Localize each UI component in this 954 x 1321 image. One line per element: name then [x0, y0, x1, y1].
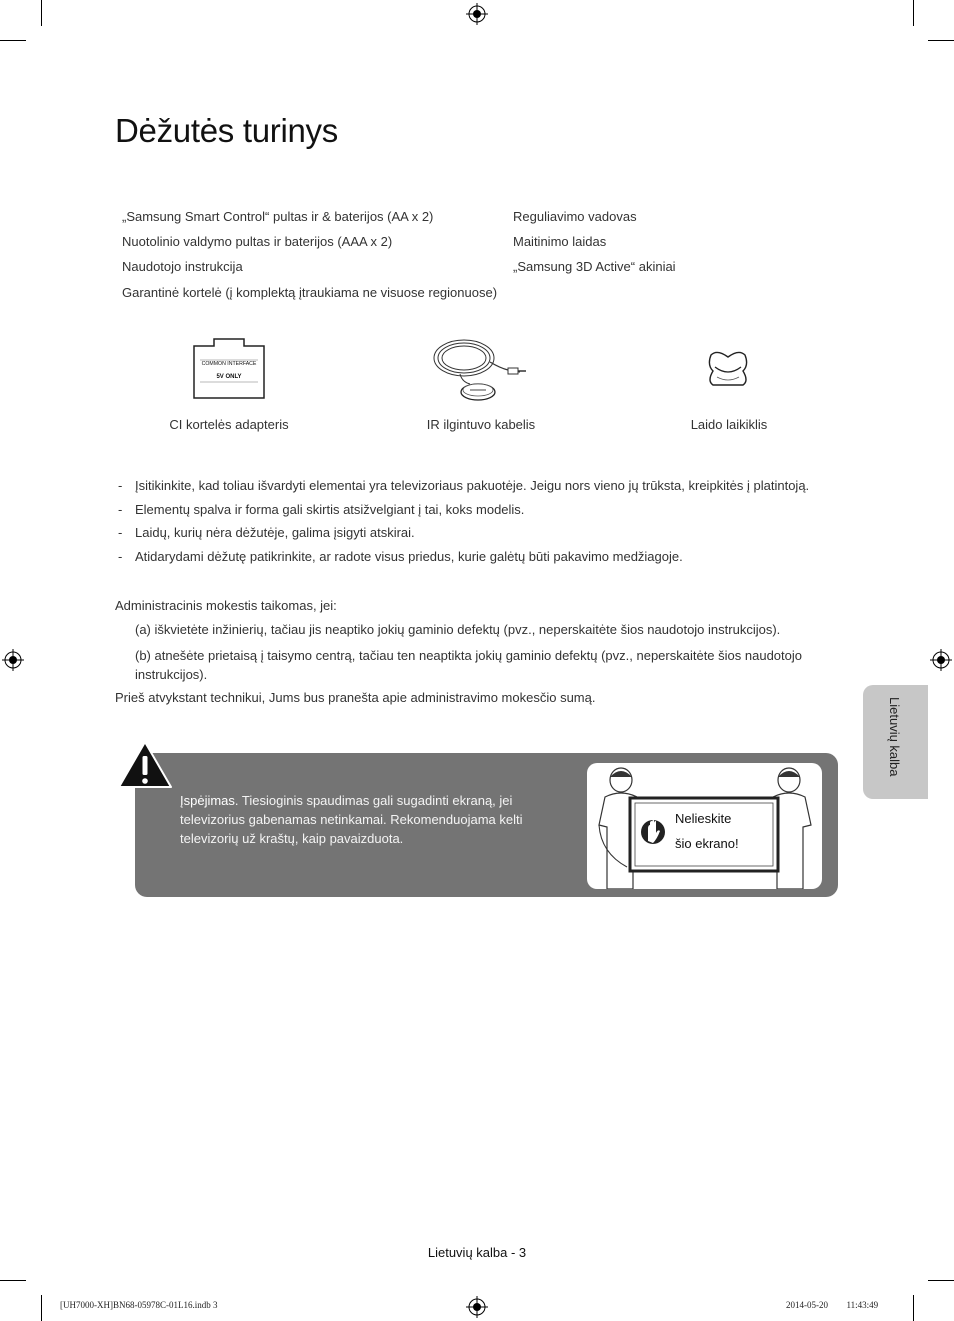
note-text: Elementų spalva ir forma gali skirtis atsižvelgiant į tai, koks modelis. [135, 502, 525, 517]
note-text: Įsitikinkite, kad toliau išvardyti elementai yra televizoriaus pakuotėje. Jeigu nors vieno jų trūksta, kreipkitės į platintoją. [135, 478, 810, 493]
contents-item: „Samsung 3D Active“ akiniai [513, 259, 676, 274]
illustration-text: šio ekrano! [675, 836, 739, 851]
ci-card-adapter-icon [190, 336, 268, 402]
note-item [118, 502, 524, 517]
warning-message: . Tiesioginis spaudimas gali sugadinti ekraną, jei televizorius gabenamas netinkamai. Rekomenduojama kelti televizorių už kraštų, kaip pavaizduota. [180, 793, 523, 846]
note-text: Atidarydami dėžutę patikrinkite, ar radote visus priedus, kurie galėtų būti pakavimo medžiagoje. [135, 549, 683, 564]
warning-label: Įspėjimas [180, 793, 235, 808]
warning-triangle-icon [116, 739, 174, 791]
admin-fee-intro: Administracinis mokestis taikomas, jei: [115, 598, 337, 613]
cable-holder-icon [703, 347, 753, 393]
contents-item: Garantinė kortelė (į komplektą įtraukiama ne visuose regionuose) [122, 285, 498, 300]
language-side-tab [863, 685, 928, 799]
bullet-dash: - [118, 478, 123, 493]
people-holding-tv-illustration [587, 763, 822, 889]
crop-mark [41, 1295, 42, 1321]
bullet-dash: - [118, 549, 123, 564]
side-tab-label: Lietuvių kalba [887, 697, 902, 777]
ci-card-text: 5V ONLY [216, 374, 242, 380]
illustration-text: Nelieskite [675, 811, 732, 826]
admin-fee-item-b: (b) atnešėte prietaisą į taisymo centrą, tačiau ten neaptikta jokių gaminio defektų (pvz., neperskaitėte šios naudotojo instrukcijos). [135, 648, 802, 682]
crop-mark [913, 1295, 914, 1321]
registration-mark-icon [930, 649, 952, 671]
admin-fee-item-a: (a) iškvietėte inžinierių, tačiau jis neaptiko jokių gaminio defektų (pvz., neperskaitėte šios naudotojo instrukcijos). [135, 622, 781, 637]
crop-mark [928, 1280, 954, 1281]
accessory-label: Laido laikiklis [690, 417, 768, 432]
ir-extender-cable-icon [430, 334, 530, 406]
crop-mark [0, 1280, 26, 1281]
bullet-dash: - [118, 525, 123, 540]
contents-item: Nuotolinio valdymo pultas ir baterijos (AAA x 2) [122, 234, 393, 249]
crop-mark [928, 40, 954, 41]
bullet-dash: - [118, 502, 123, 517]
crop-mark [0, 40, 26, 41]
note-item [118, 525, 415, 540]
accessory-label: CI kortelės adapteris [169, 417, 289, 432]
contents-item: Maitinimo laidas [513, 234, 607, 249]
registration-mark-icon [466, 3, 488, 25]
print-timestamp: 2014-05-20 ￿￿ 11:43:49 [786, 1300, 879, 1310]
print-file-info: [UH7000-XH]BN68-05978C-01L16.indb 3 [60, 1300, 218, 1310]
crop-mark [913, 0, 914, 26]
crop-mark [41, 0, 42, 26]
note-item [118, 549, 683, 564]
page-title: Dėžutės turinys [115, 112, 338, 149]
accessory-label: IR ilgintuvo kabelis [426, 417, 536, 432]
admin-fee-closing: Prieš atvykstant technikui, Jums bus pranešta apie administravimo mokesčio sumą. [115, 690, 596, 705]
ci-card-text: COMMON INTERFACE [201, 361, 257, 367]
warning-illustration [587, 763, 822, 889]
page-footer: Lietuvių kalba - 3 [427, 1245, 527, 1260]
contents-item: Reguliavimo vadovas [513, 209, 637, 224]
registration-mark-icon [466, 1296, 488, 1318]
note-text: Laidų, kurių nėra dėžutėje, galima įsigyti atskirai. [135, 525, 415, 540]
note-item [118, 478, 809, 493]
contents-item: „Samsung Smart Control“ pultas ir & baterijos (AA x 2) [122, 209, 434, 224]
registration-mark-icon [2, 649, 24, 671]
contents-item: Naudotojo instrukcija [122, 259, 243, 274]
warning-text [180, 791, 560, 848]
